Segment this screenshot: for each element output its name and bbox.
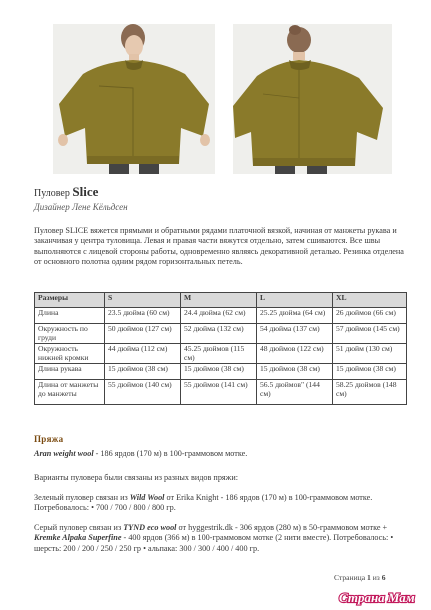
row-label: Длина рукава [35, 364, 105, 380]
row-label: Длина [35, 308, 105, 324]
table-cell: 44 дюйма (112 см) [105, 344, 181, 364]
of-word: из [372, 573, 380, 582]
yarn-name-aran: Aran weight wool [34, 449, 94, 458]
title-name: Slice [72, 184, 99, 199]
row-label: Окружность нижней кромки [35, 344, 105, 364]
table-cell: 58.25 дюймов (148 см) [333, 380, 407, 405]
yarn-line-1-text: - 186 ярдов (170 м) в 100-граммовом мотке. [93, 449, 248, 458]
table-row [35, 324, 407, 344]
size-table [34, 292, 407, 405]
table-cell: 45.25 дюймов (115 см) [181, 344, 257, 364]
table-cell: 54 дюйма (137 см) [257, 324, 333, 344]
table-cell: 15 дюймов (38 см) [257, 364, 333, 380]
table-cell: 50 дюймов (127 см) [105, 324, 181, 344]
table-header-cell: M [181, 293, 257, 308]
yarn-name-wild-wool: Wild Wool [129, 493, 165, 502]
yarn-line-2: Варианты пуловера были связаны из разных видов пряжи: [34, 473, 238, 482]
table-cell: 51 дюйм (130 см) [333, 344, 407, 364]
table-header-row [35, 293, 407, 308]
table-header-cell: XL [333, 293, 407, 308]
sweater-back-illustration [233, 24, 392, 174]
pattern-title [34, 184, 98, 200]
table-row [35, 308, 407, 324]
intro-paragraph: Пуловер SLICE вяжется прямыми и обратными рядами платочной вязкой, начиная от манжеты рукава и заканчивая у центра туловища. Левая и правая части вяжутся отдельно, затем сшиваются. Все швы выполняются с лицевой стороны работы, одновременно являясь декоративной деталью. Резинка отделена от основного полотна одним рядом горизонтальных петель. [34, 226, 404, 266]
yarn-line-3-b: от Erika Knight - 186 ярдов (170 м) в 100-граммовом мотке. Потребовалось: • 700 / 700 / 800 / 800 гр. [34, 493, 373, 513]
table-cell: 55 дюймов (140 см) [105, 380, 181, 405]
table-row [35, 380, 407, 405]
table-cell: 48 дюймов (122 см) [257, 344, 333, 364]
yarn-name-kremke: Kremke Alpaka Superfine [34, 533, 122, 543]
designer-credit: Дизайнер Лене Кёльдсен [34, 202, 128, 212]
title-prefix: Пуловер [34, 188, 70, 199]
table-row [35, 344, 407, 364]
table-row [35, 364, 407, 380]
photo-back-view [233, 24, 392, 174]
table-cell: 57 дюймов (145 см) [333, 324, 407, 344]
table-cell: 26 дюймов (66 см) [333, 308, 407, 324]
row-label: Длина от манжеты до манжеты [35, 380, 105, 405]
watermark-logo [338, 588, 424, 606]
table-cell: 24.4 дюйма (62 см) [181, 308, 257, 324]
table-cell: 55 дюймов (141 см) [181, 380, 257, 405]
photo-front-view [53, 24, 215, 174]
row-label: Окружность по груди [35, 324, 105, 344]
table-header-cell: L [257, 293, 333, 308]
svg-text:Страна Мам: Страна Мам [339, 590, 415, 605]
yarn-line-4-c: - 400 ярдов (366 м) в 100-граммовом мотке (2 нити вместе). Потребовалось: • шерсть: 200 / 200 / 250 / 250 гр • альпака: 300 / 300 / 400 / 400 гр. [34, 533, 394, 553]
yarn-line-3-a: Зеленый пуловер связан из [34, 493, 130, 502]
yarn-line-4 [34, 523, 406, 554]
page-total: 6 [381, 573, 386, 582]
sweater-front-illustration [53, 24, 215, 174]
yarn-name-tynd: TYND eco wool [123, 523, 177, 532]
page-current: 1 [367, 573, 371, 582]
table-cell: 56.5 дюймов" (144 см) [257, 380, 333, 405]
table-header-cell: Размеры [35, 293, 105, 308]
yarn-heading: Пряжа [34, 434, 64, 444]
table-header-cell: S [105, 293, 181, 308]
table-cell: 15 дюймов (38 см) [333, 364, 407, 380]
table-cell: 15 дюймов (38 см) [105, 364, 181, 380]
yarn-line-4-b: от hyggestrik.dk - 306 ярдов (280 м) в 50-граммовом мотке + [176, 523, 388, 532]
table-cell: 52 дюйма (132 см) [181, 324, 257, 344]
page-word: Страница [334, 573, 366, 582]
table-cell: 15 дюймов (38 см) [181, 364, 257, 380]
page-number [334, 573, 386, 582]
yarn-line-3 [34, 493, 406, 514]
yarn-line-4-a: Серый пуловер связан из [34, 523, 124, 532]
table-cell: 23.5 дюйма (60 см) [105, 308, 181, 324]
table-cell: 25.25 дюйма (64 см) [257, 308, 333, 324]
yarn-line-1 [34, 449, 406, 459]
